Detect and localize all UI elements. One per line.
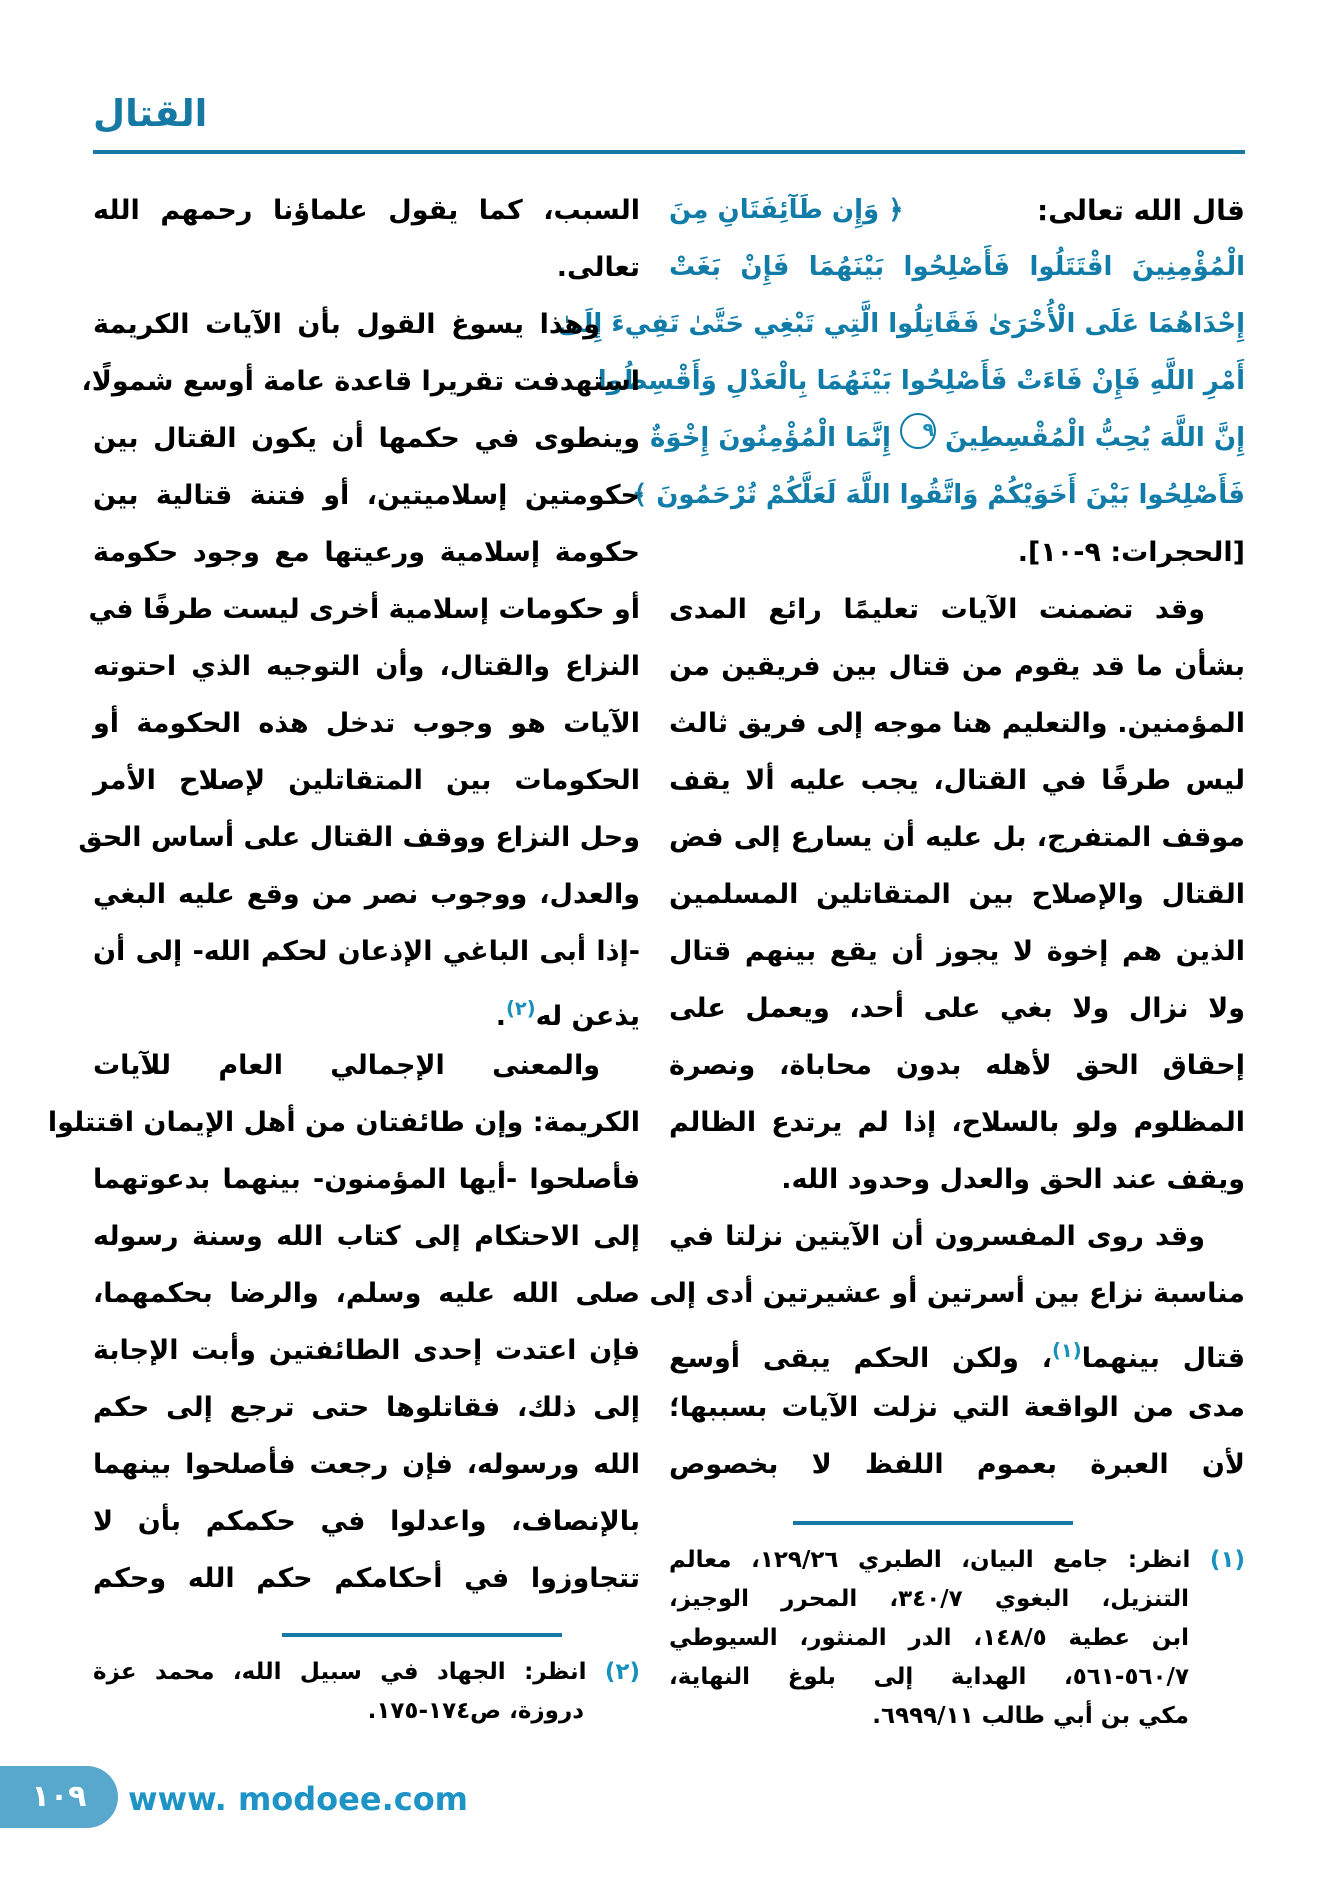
text-line: لأن العبرة بعموم اللفظ لا بخصوص (669, 1449, 1245, 1480)
text-line: ولا نزال ولا بغي على أحد، ويعمل على (669, 993, 1245, 1024)
text-line: النزاع والقتال، وأن التوجيه الذي احتوته (93, 651, 640, 682)
footnote-marker: ٩ (900, 413, 936, 449)
text-line: ويقف عند الحق والعدل وحدود الله. (781, 1164, 1245, 1195)
text-line: (١) انظر: جامع البيان، الطبري ١٢٩/٢٦، معالم (669, 1547, 1245, 1573)
text-line: يذعن له$^{(٢)}$. (495, 997, 640, 1032)
body-paragraph (649, 1208, 1245, 1493)
text-line: مناسبة نزاع بين أسرتين أو عشيرتين أدى إلى (649, 1278, 1245, 1309)
text-line: تتجاوزوا في أحكامكم حكم الله وحكم (93, 1563, 640, 1594)
body-paragraph (93, 182, 640, 296)
text-line: والمعنى الإجمالي العام للآيات (93, 1050, 600, 1081)
verse-first-line (669, 182, 1245, 239)
text-line: -إذا أبى الباغي الإذعان لحكم الله- إلى أن (93, 936, 640, 967)
header-rule (93, 150, 1245, 154)
text-line: المؤمنين. والتعليم هنا موجه إلى فريق ثالث (669, 708, 1245, 739)
text-line: إحقاق الحق لأهله بدون محاباة، ونصرة (669, 1050, 1245, 1081)
text-line: أو حكومات إسلامية أخرى ليست طرفًا في (88, 594, 640, 625)
text-line: حكومتين إسلاميتين، أو فتنة قتالية بين (93, 480, 640, 511)
text-line: بشأن ما قد يقوم من قتال بين فريقين من (669, 651, 1245, 682)
page-number-badge: ١٠٩ (0, 1766, 118, 1828)
text-line: ٥٦٠/٧-٥٦١، الهداية إلى بلوغ النهاية، (669, 1664, 1189, 1690)
text-line: فأصلحوا -أيها المؤمنون- بينهما بدعوتهما (93, 1164, 640, 1195)
text-line: الكريمة: وإن طائفتان من أهل الإيمان اقتتلوا (47, 1107, 640, 1138)
text-line: (٢) انظر: الجهاد في سبيل الله، محمد عزة (93, 1659, 640, 1685)
body-paragraph (669, 581, 1245, 1208)
footnote-marker: (٢) (604, 1659, 640, 1685)
footnote-1 (669, 1541, 1245, 1736)
text-line: الحكومات بين المتقاتلين لإصلاح الأمر (93, 765, 640, 796)
text-line: استهدفت تقريرا قاعدة عامة أوسع شمولًا، (81, 366, 640, 397)
text-line: الآيات هو وجوب تدخل هذه الحكومة أو (93, 708, 640, 739)
footnote-2 (93, 1653, 640, 1731)
text-line: مدى من الواقعة التي نزلت الآيات بسببها؛ (669, 1392, 1245, 1423)
text-line: موقف المتفرج، بل عليه أن يسارع إلى فض (669, 822, 1245, 853)
text-line: التنزيل، البغوي ٣٤٠/٧، المحرر الوجيز، (669, 1586, 1189, 1612)
text-line: المظلوم ولو بالسلاح، إذا لم يرتدع الظالم (669, 1107, 1245, 1138)
text-line: تعالى. (556, 252, 640, 283)
text-line: إِحْدَاهُمَا عَلَى الْأُخْرَىٰ فَقَاتِلُوا الَّتِي تَبْغِي حَتَّىٰ تَفِيءَ إِلَىٰ (557, 309, 1245, 339)
footnote-marker: (١) (1209, 1547, 1245, 1573)
text-line: وحل النزاع ووقف القتال على أساس الحق (78, 822, 640, 853)
text-line: صلى الله عليه وسلم، والرضا بحكمهما، (93, 1278, 640, 1309)
text-line: السبب، كما يقول علماؤنا رحمهم الله (93, 195, 640, 226)
body-paragraph (47, 1037, 640, 1607)
text-line: إلى الاحتكام إلى كتاب الله وسنة رسوله (93, 1221, 640, 1252)
text-line: فَأَصْلِحُوا بَيْنَ أَخَوَيْكُمْ وَاتَّقُوا اللَّهَ لَعَلَّكُمْ تُرْحَمُونَ ﴾ (631, 480, 1245, 510)
text-line: أَمْرِ اللَّهِ فَإِنْ فَاءَتْ فَأَصْلِحُوا بَيْنَهُمَا بِالْعَدْلِ وَأَقْسِطُوا (597, 366, 1245, 396)
text-line: الذين هم إخوة لا يجوز أن يقع بينهم قتال (669, 936, 1245, 967)
text-line: ابن عطية ١٤٨/٥، الدر المنثور، السيوطي (669, 1625, 1190, 1651)
text-line: القتال والإصلاح بين المتقاتلين المسلمين (669, 879, 1245, 910)
text-line: الْمُؤْمِنِينَ اقْتَتَلُوا فَأَصْلِحُوا بَيْنَهُمَا فَإِنْ بَغَتْ (669, 252, 1245, 282)
text-line: وهذا يسوغ القول بأن الآيات الكريمة (93, 309, 600, 340)
text-line: حكومة إسلامية ورعيتها مع وجود حكومة (93, 537, 640, 568)
page-title: القتال (93, 92, 208, 135)
quote-lead: قال الله تعالى: (1036, 194, 1245, 227)
text-line: وقد روى المفسرون أن الآيتين نزلتا في (669, 1221, 1205, 1252)
verse-opening-segment: ﴿ وَإِن طَآئِفَتَانِ مِنَ (669, 195, 904, 225)
footnote-marker: (٢) (505, 997, 536, 1020)
footnote-separator (793, 1521, 1073, 1525)
text-line: قتال بينهما$^{(١)}$، ولكن الحكم يبقى أوسع (669, 1339, 1245, 1374)
text-line: مكي بن أبي طالب ٦٩٩٩/١١. (872, 1703, 1189, 1729)
text-line: إلى ذلك، فقاتلوها حتى ترجع إلى حكم (93, 1392, 640, 1423)
text-line: بالإنصاف، واعدلوا في حكمكم بأن لا (93, 1506, 640, 1537)
page-content (47, 182, 1245, 1736)
text-line: والعدل، ووجوب نصر من وقع عليه البغي (93, 879, 640, 910)
website-link[interactable]: www. modoee.com (128, 1780, 469, 1818)
body-paragraph (78, 296, 640, 1037)
surah-reference: [الحجرات: ٩-١٠]. (1017, 537, 1245, 568)
text-line: وينطوى في حكمها أن يكون القتال بين (93, 423, 640, 454)
footnote-marker: (١) (1052, 1339, 1082, 1362)
column-left (47, 182, 640, 1736)
text-line: فإن اعتدت إحدى الطائفتين وأبت الإجابة (93, 1335, 640, 1366)
text-line: ليس طرفًا في القتال، يجب عليه ألا يقف (669, 765, 1245, 796)
text-line: الله ورسوله، فإن رجعت فأصلحوا بينهما (93, 1449, 640, 1480)
footnote-separator (282, 1633, 562, 1637)
text-line: دروزة، ص١٧٤-١٧٥. (367, 1698, 584, 1724)
text-line: إِنَّ اللَّهَ يُحِبُّ الْمُقْسِطِينَ ٩ إِنَّمَا الْمُؤْمِنُونَ إِخْوَةٌ (669, 410, 1245, 467)
text-line: وقد تضمنت الآيات تعليمًا رائع المدى (669, 594, 1205, 625)
